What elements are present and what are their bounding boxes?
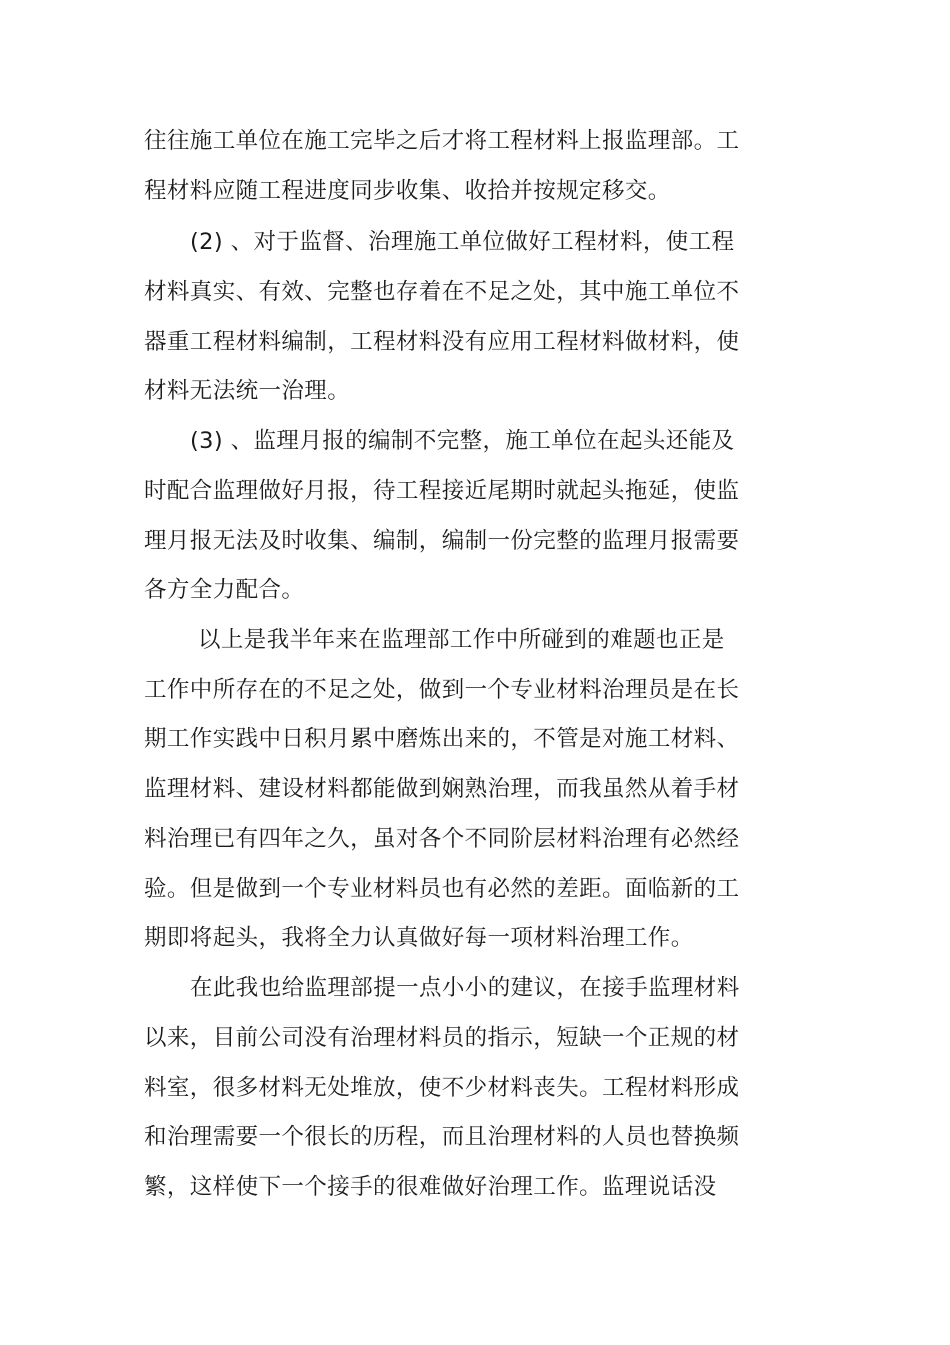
paragraph-start-line: (3) 、监理月报的编制不完整，施工单位在起头还能及	[190, 428, 735, 454]
text-line: 器重工程材料编制，工程材料没有应用工程材料做材料，使	[144, 329, 740, 355]
text-line: 工作中所存在的不足之处，做到一个专业材料治理员是在长	[144, 677, 740, 703]
paragraph-start-line: 在此我也给监理部提一点小小的建议，在接手监理材料	[190, 975, 740, 1001]
text-line: 和治理需要一个很长的历程，而且治理材料的人员也替换频	[144, 1124, 740, 1150]
paragraph-start-line: 以上是我半年来在监理部工作中所碰到的难题也正是	[198, 627, 725, 653]
text-line: 理月报无法及时收集、编制，编制一份完整的监理月报需要	[144, 528, 740, 554]
text-line: 时配合监理做好月报，待工程接近尾期时就起头拖延，使监	[144, 478, 740, 504]
text-line: 程材料应随工程进度同步收集、收拾并按规定移交。	[144, 178, 671, 204]
text-line: 往往施工单位在施工完毕之后才将工程材料上报监理部。工	[144, 128, 740, 154]
text-line: 各方全力配合。	[144, 577, 305, 603]
paragraph-start-line: (2) 、对于监督、治理施工单位做好工程材料，使工程	[190, 229, 735, 255]
text-line: 材料无法统一治理。	[144, 378, 351, 404]
text-line: 期工作实践中日积月累中磨炼出来的，不管是对施工材料、	[144, 726, 740, 752]
text-line: 材料真实、有效、完整也存着在不足之处，其中施工单位不	[144, 279, 740, 305]
text-line: 期即将起头，我将全力认真做好每一项材料治理工作。	[144, 925, 694, 951]
text-line: 料治理已有四年之久，虽对各个不同阶层材料治理有必然经	[144, 826, 740, 852]
text-line: 以来，目前公司没有治理材料员的指示，短缺一个正规的材	[144, 1025, 740, 1051]
text-line: 监理材料、建设材料都能做到娴熟治理，而我虽然从着手材	[144, 776, 740, 802]
text-line: 验。但是做到一个专业材料员也有必然的差距。面临新的工	[144, 876, 740, 902]
text-line: 料室，很多材料无处堆放，使不少材料丧失。工程材料形成	[144, 1075, 740, 1101]
text-line: 繁，这样使下一个接手的很难做好治理工作。监理说话没	[144, 1174, 717, 1200]
